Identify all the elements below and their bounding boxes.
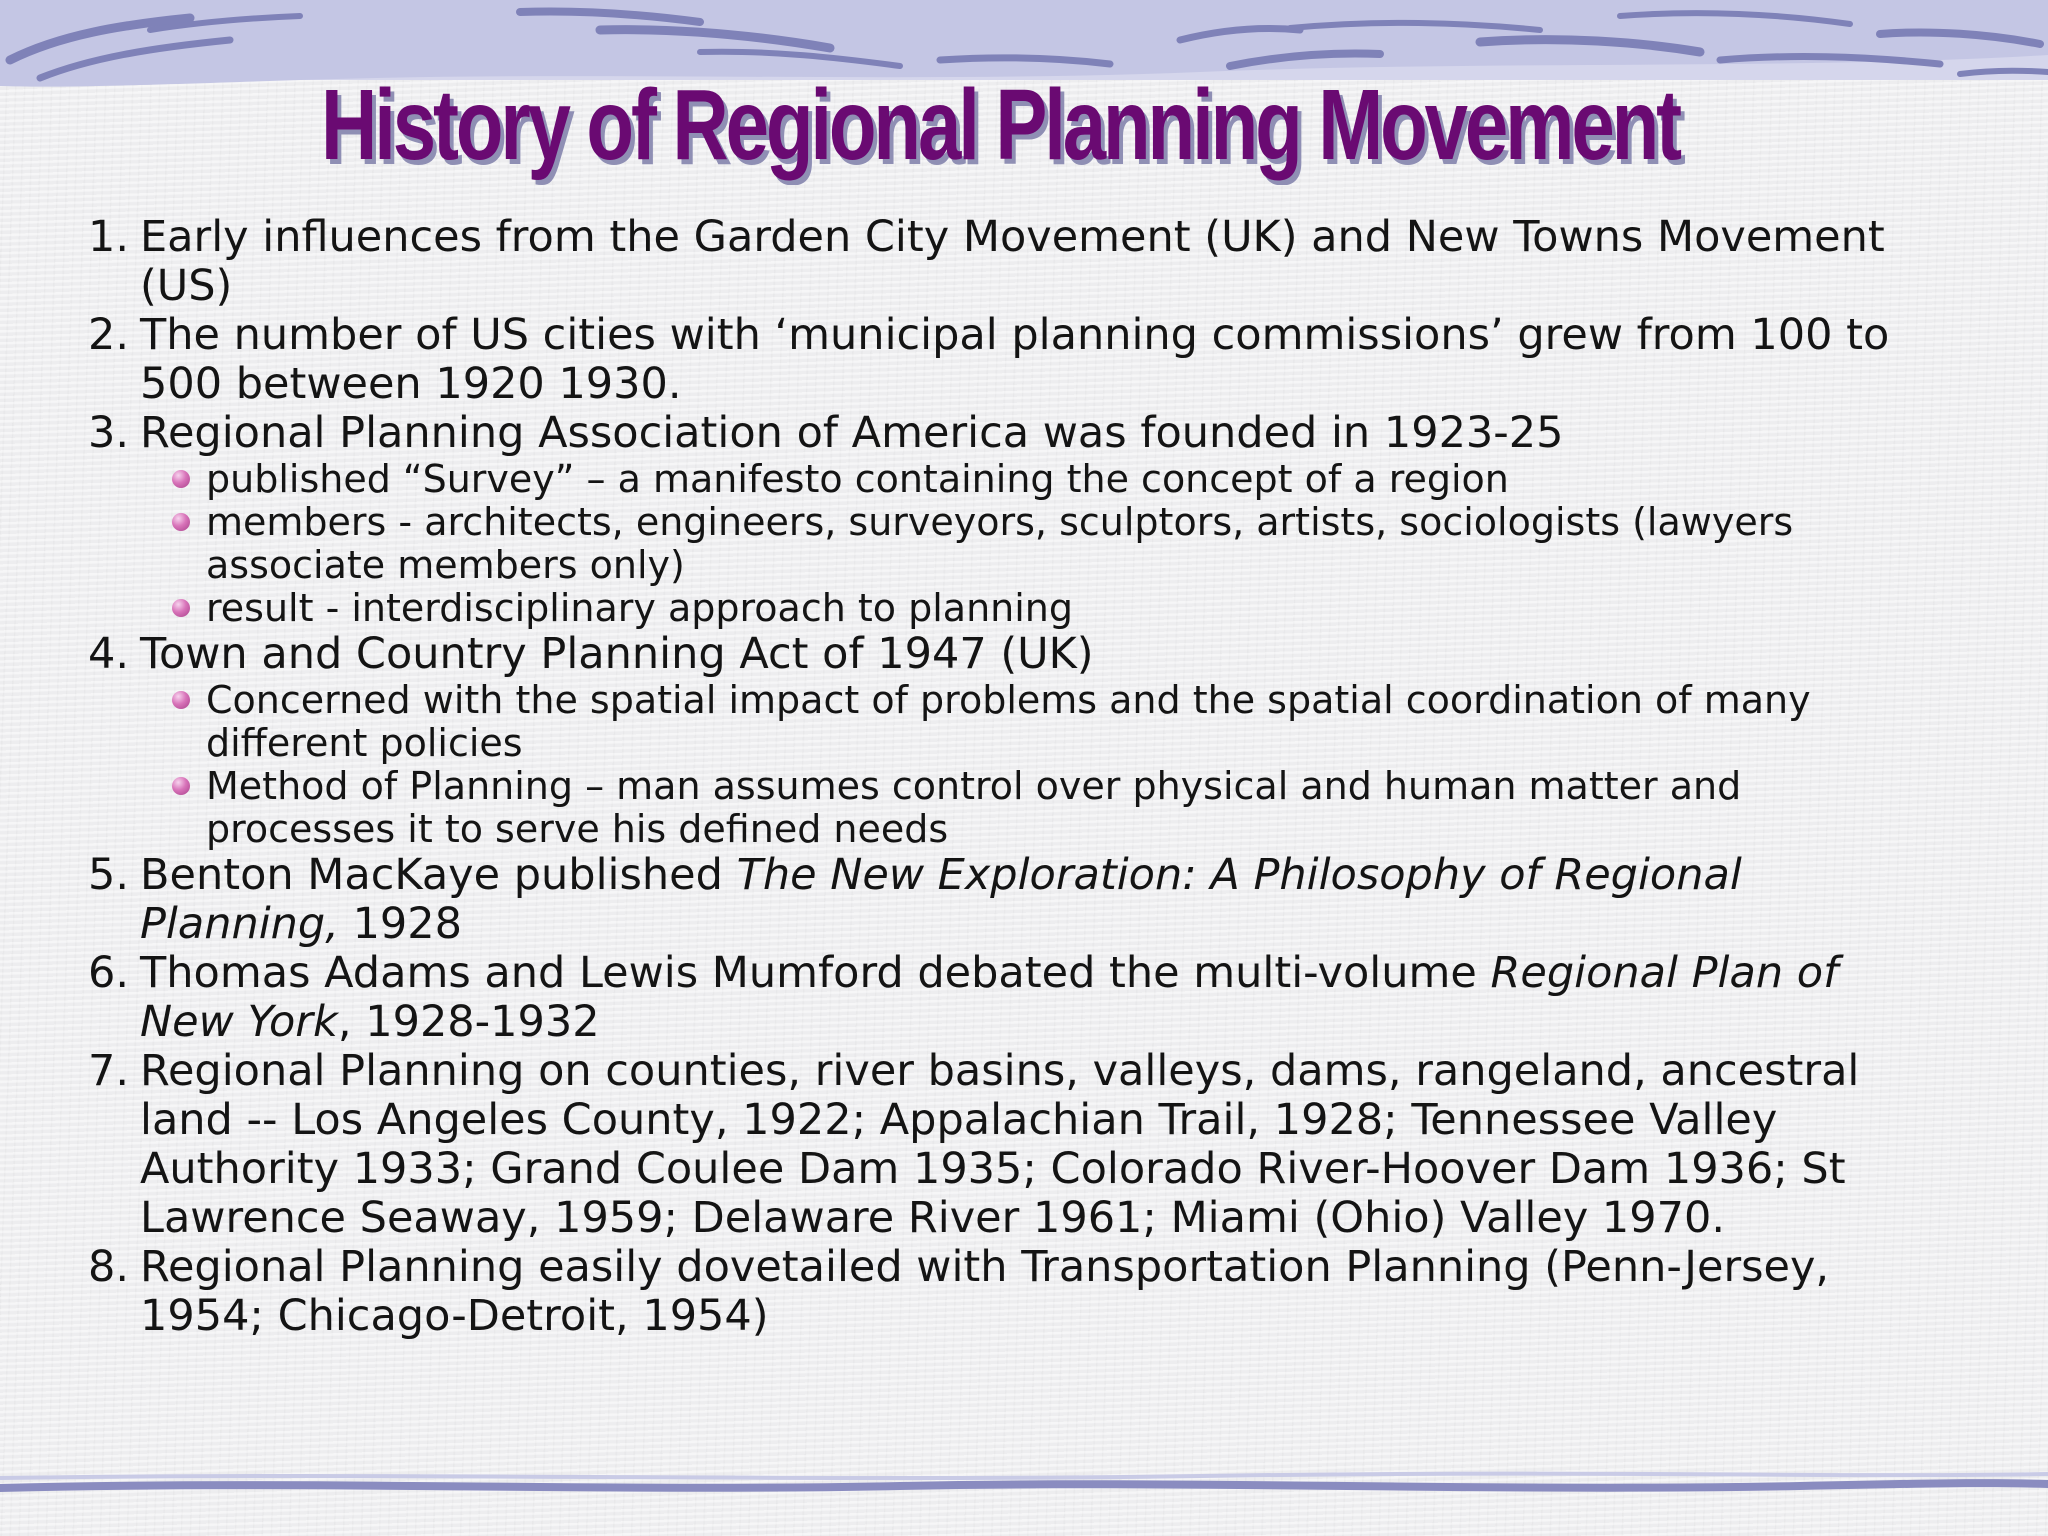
list-number: 3. bbox=[88, 408, 130, 458]
text-plain: Thomas Adams and Lewis Mumford debated the multi-volume bbox=[140, 948, 1491, 998]
list-item bbox=[88, 630, 1908, 679]
list-item-text: Regional Planning easily dovetailed with Transportation Planning (Penn-Jersey, 1954; Chicago-Detroit, 1954) bbox=[140, 1242, 1830, 1341]
list-item bbox=[88, 851, 1908, 949]
pink-sphere-bullet-icon bbox=[170, 587, 206, 630]
text-plain: 1928 bbox=[338, 899, 463, 949]
plan-title-italic: Regional Plan of New York bbox=[140, 948, 1839, 1047]
sub-bullet-text: result - interdisciplinary approach to planning bbox=[206, 586, 1074, 630]
text-plain: Benton MacKaye published bbox=[140, 850, 737, 900]
sub-bullet-text: Concerned with the spatial impact of problems and the spatial coordination of many different policies bbox=[206, 678, 1811, 765]
pink-sphere-bullet-icon bbox=[170, 679, 206, 765]
bottom-wave-decoration bbox=[0, 1462, 2048, 1502]
sub-bullet-item bbox=[170, 679, 1908, 765]
list-item-text bbox=[140, 851, 1908, 949]
list-number: 1. bbox=[88, 212, 130, 262]
pink-sphere-bullet-icon bbox=[170, 501, 206, 587]
list-number: 2. bbox=[88, 310, 130, 360]
list-item-text: Regional Planning Association of America was founded in 1923-25 bbox=[140, 408, 1564, 458]
list-number: 7. bbox=[88, 1046, 130, 1096]
text-plain: , 1928-1932 bbox=[337, 997, 600, 1047]
book-title-italic: The New Exploration: A Philosophy of Regional Planning, bbox=[140, 850, 1742, 949]
pink-sphere-bullet-icon bbox=[170, 765, 206, 851]
sub-bullet-item bbox=[170, 765, 1908, 851]
list-item bbox=[88, 1047, 1908, 1243]
sub-bullet-text: members - architects, engineers, surveyors, sculptors, artists, sociologists (lawyers associate members only) bbox=[206, 500, 1794, 587]
list-item bbox=[88, 311, 1908, 409]
sub-bullet-item bbox=[170, 458, 1908, 501]
list-number: 6. bbox=[88, 948, 130, 998]
sub-bullet-text: published “Survey” – a manifesto containing the concept of a region bbox=[206, 457, 1509, 501]
list-item bbox=[88, 949, 1908, 1047]
list-item bbox=[88, 1243, 1908, 1341]
list-item-text: The number of US cities with ‘municipal planning commissions’ grew from 100 to 500 between 1920 1930. bbox=[140, 310, 1890, 409]
list-item-text: Early influences from the Garden City Movement (UK) and New Towns Movement (US) bbox=[140, 212, 1885, 311]
sub-bullet-item bbox=[170, 587, 1908, 630]
list-item bbox=[88, 213, 1908, 311]
list-item bbox=[88, 409, 1908, 458]
list-item-text bbox=[140, 949, 1908, 1047]
numbered-list bbox=[88, 213, 1908, 1341]
list-number: 8. bbox=[88, 1242, 130, 1292]
list-item-text: Town and Country Planning Act of 1947 (UK) bbox=[140, 629, 1094, 679]
sub-bullet-item bbox=[170, 501, 1908, 587]
pink-sphere-bullet-icon bbox=[170, 458, 206, 501]
list-number: 5. bbox=[88, 850, 130, 900]
sub-bullet-text: Method of Planning – man assumes control over physical and human matter and processes it to serve his defined needs bbox=[206, 764, 1742, 851]
list-number: 4. bbox=[88, 629, 130, 679]
list-item-text: Regional Planning on counties, river basins, valleys, dams, rangeland, ancestral land -- Los Angeles County, 1922; Appalachian Trail, 1928; Tennessee Valley Authority 1933; Grand Coulee Dam 1935; Colorado River-Hoover Dam 1936; St Lawrence Seaway, 1959; Delaware River 1961; Miami (Ohio) Valley 1970. bbox=[140, 1046, 1860, 1243]
slide-title: History of Regional Planning Movement bbox=[320, 69, 1680, 181]
